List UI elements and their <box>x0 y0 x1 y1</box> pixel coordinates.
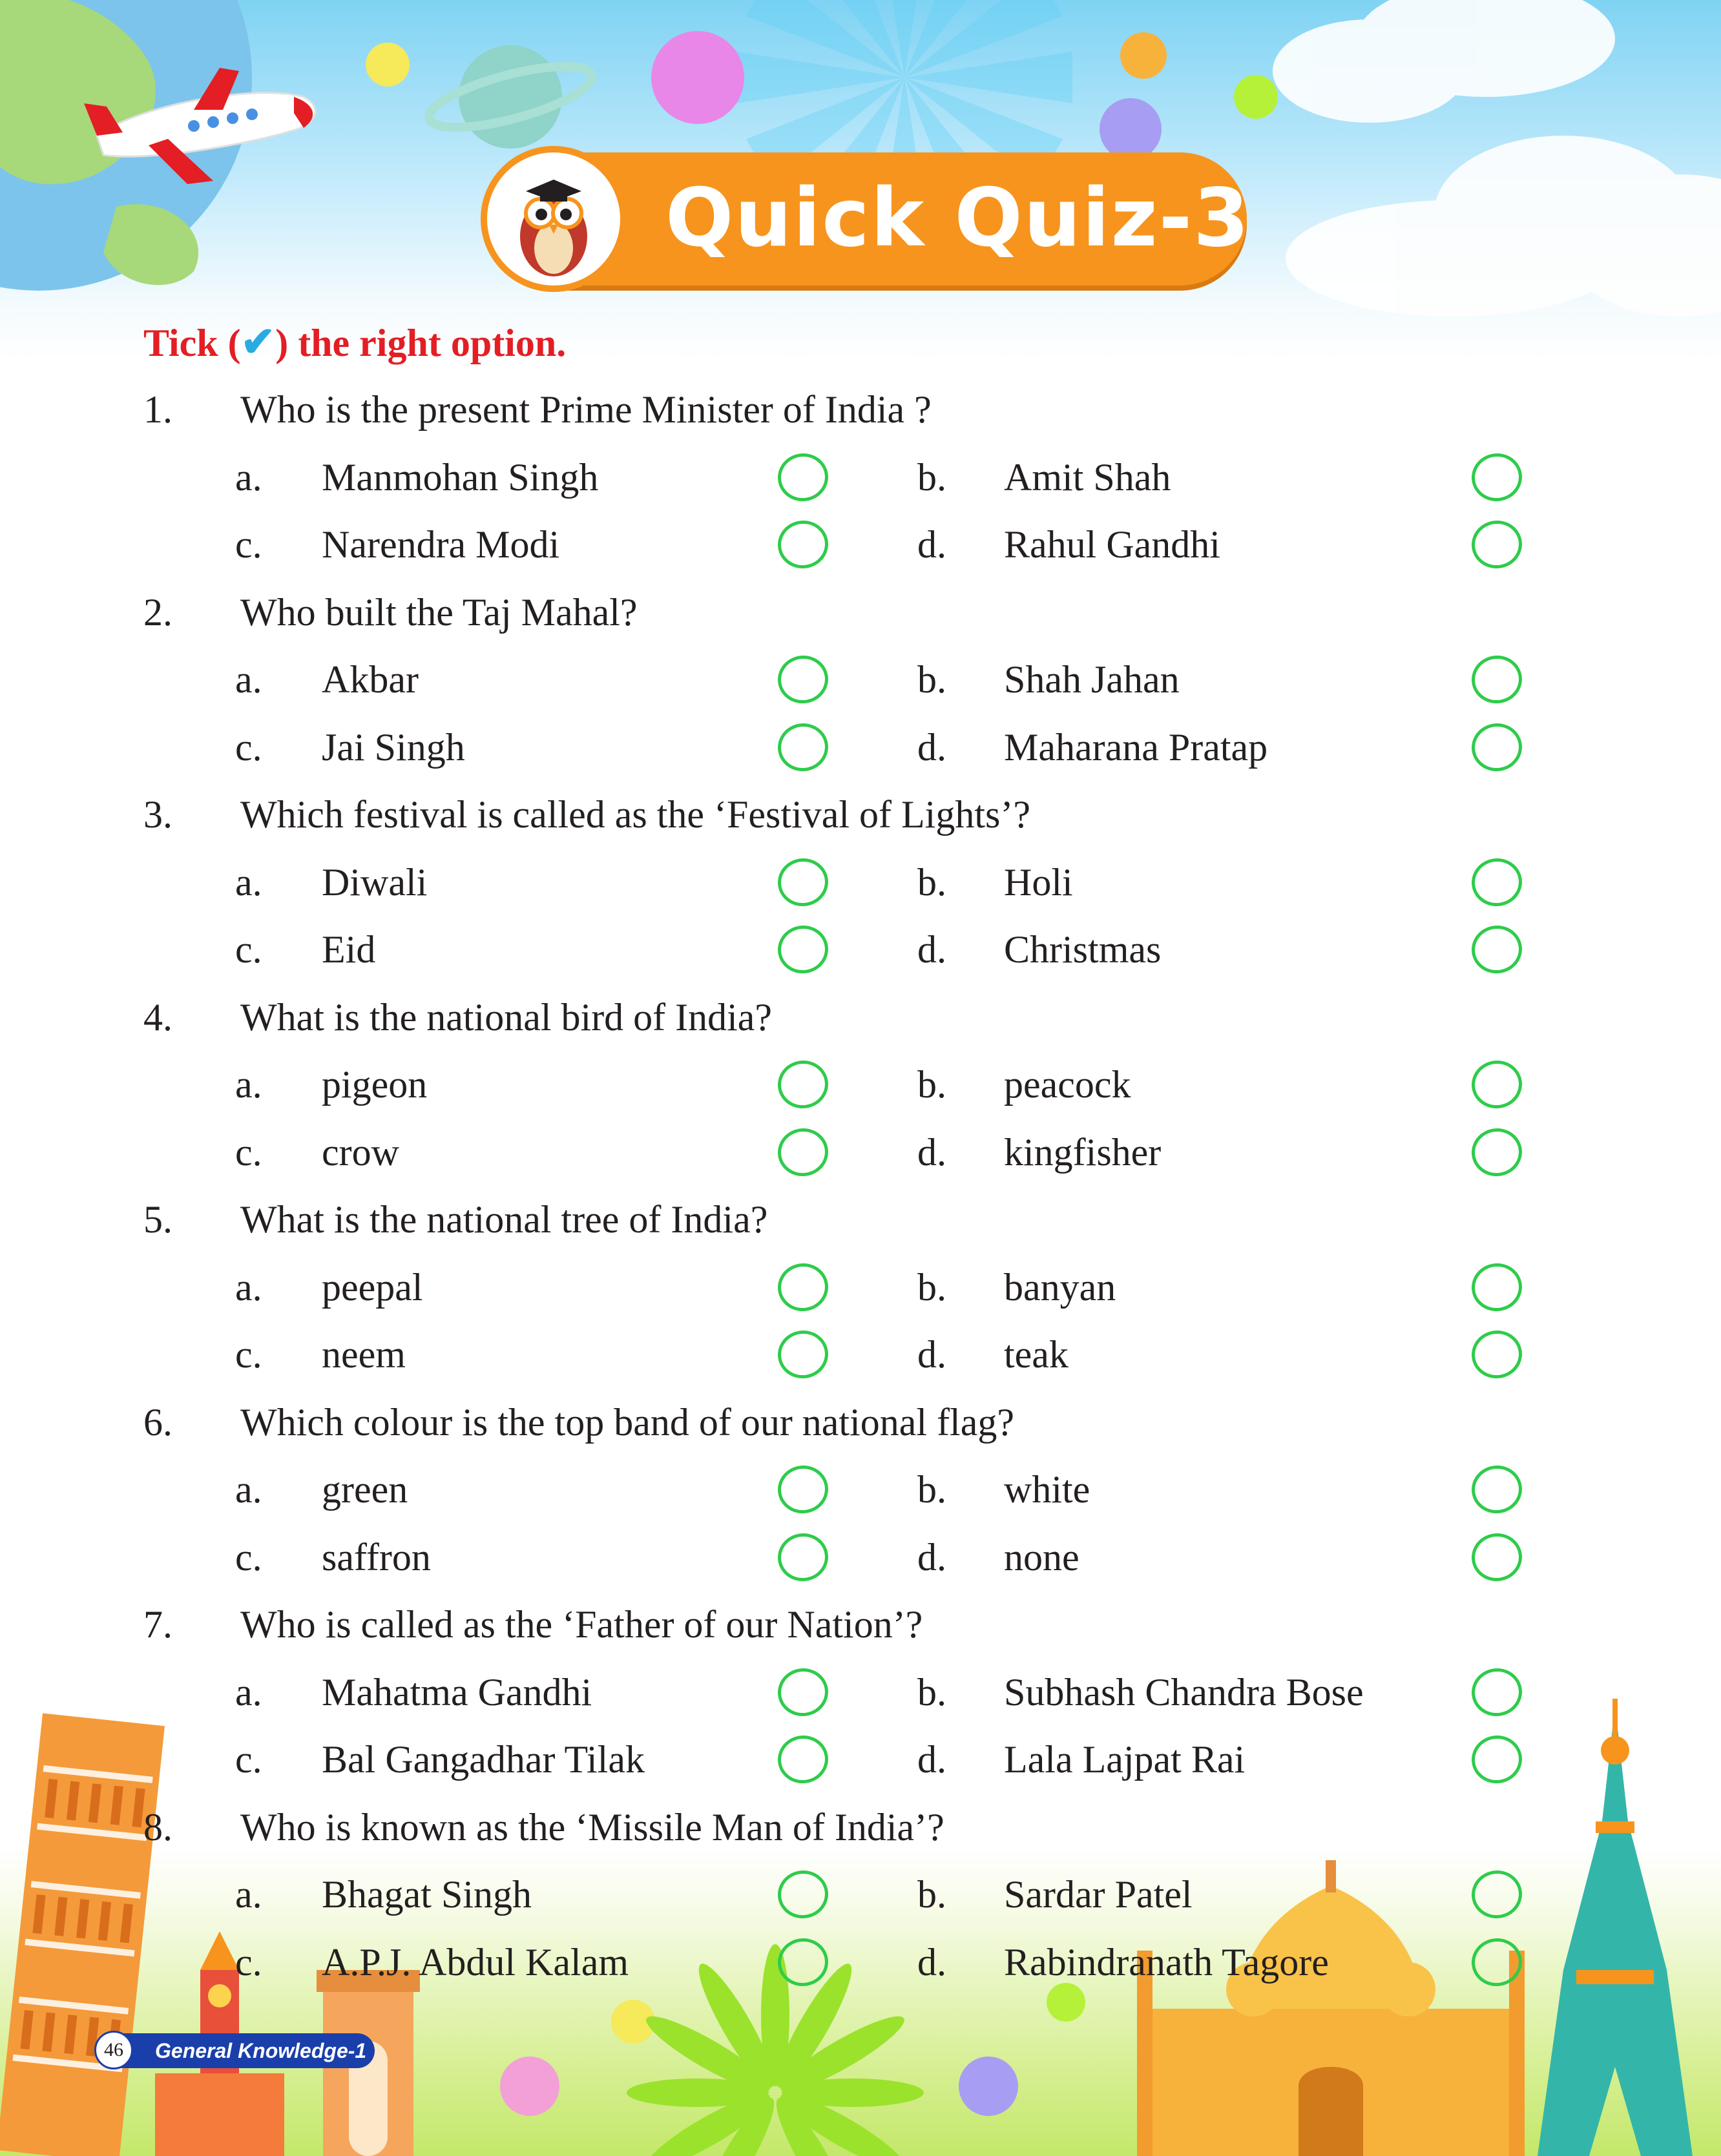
question-text: Who is the present Prime Minister of India ? <box>240 388 932 431</box>
option-letter: c. <box>235 1535 262 1579</box>
option-letter: d. <box>917 1738 946 1781</box>
option-letter: b. <box>917 1265 946 1309</box>
option-letter: b. <box>917 1873 946 1916</box>
option-text: peepal <box>322 1265 423 1309</box>
option-text: none <box>1004 1535 1080 1579</box>
option-letter: c. <box>235 523 262 566</box>
question-number: 5. <box>143 1198 172 1241</box>
question-text: What is the national bird of India? <box>240 995 773 1039</box>
question-text: What is the national tree of India? <box>240 1198 768 1241</box>
option-text: Eid <box>322 928 376 971</box>
option-text: Sardar Patel <box>1004 1873 1193 1916</box>
option-letter: d. <box>917 725 946 769</box>
question-number: 8. <box>143 1805 172 1849</box>
question-number: 7. <box>143 1603 172 1646</box>
option-letter: b. <box>917 1468 946 1511</box>
instruction-text <box>143 316 566 368</box>
option-text: Jai Singh <box>322 725 465 769</box>
question-text: Who built the Taj Mahal? <box>240 590 638 634</box>
option-letter: d. <box>917 1940 946 1984</box>
question-text: Who is known as the ‘Missile Man of India’? <box>240 1805 944 1849</box>
option-text: saffron <box>322 1535 431 1579</box>
cloud-icon <box>1273 0 1721 316</box>
option-letter: a. <box>235 860 262 904</box>
option-text: Narendra Modi <box>322 523 560 566</box>
option-letter: c. <box>235 928 262 971</box>
flower-burst-decoration <box>627 1944 924 2156</box>
option-text: white <box>1004 1468 1090 1511</box>
question-text: Who is called as the ‘Father of our Nation’? <box>240 1603 923 1646</box>
option-letter: a. <box>235 1468 262 1511</box>
question-text: Which festival is called as the ‘Festival of Lights’? <box>240 793 1030 836</box>
option-text: Maharana Pratap <box>1004 725 1268 769</box>
option-letter: a. <box>235 658 262 701</box>
option-text: Rabindranath Tagore <box>1004 1940 1329 1984</box>
option-text: Diwali <box>322 860 428 904</box>
option-text: Subhash Chandra Bose <box>1004 1670 1364 1714</box>
owl-graduate-icon <box>481 146 627 292</box>
option-text: peacock <box>1004 1063 1131 1106</box>
option-text: banyan <box>1004 1265 1116 1309</box>
option-letter: b. <box>917 455 946 499</box>
option-letter: b. <box>917 1063 946 1106</box>
option-text: Bhagat Singh <box>322 1873 532 1916</box>
question-text: Which colour is the top band of our national flag? <box>240 1400 1014 1444</box>
option-text: Shah Jahan <box>1004 658 1180 701</box>
question-number: 1. <box>143 388 172 431</box>
option-letter: a. <box>235 455 262 499</box>
option-letter: d. <box>917 1130 946 1174</box>
option-text: kingfisher <box>1004 1130 1162 1174</box>
page-number: 46 <box>94 2031 133 2069</box>
instruction-prefix: Tick ( <box>143 322 241 364</box>
book-title: General Knowledge-1 <box>155 2039 367 2062</box>
option-letter: c. <box>235 1333 262 1376</box>
option-letter: b. <box>917 860 946 904</box>
option-letter: c. <box>235 725 262 769</box>
option-text: teak <box>1004 1333 1069 1376</box>
tick-icon: ✔ <box>240 319 276 365</box>
option-letter: d. <box>917 1333 946 1376</box>
planet-icon <box>424 45 598 149</box>
option-letter: c. <box>235 1940 262 1984</box>
option-text: neem <box>322 1333 406 1376</box>
option-letter: b. <box>917 1670 946 1714</box>
page-title: Quick Quiz-3 <box>665 172 1251 265</box>
option-text: Mahatma Gandhi <box>322 1670 592 1714</box>
option-letter: a. <box>235 1873 262 1916</box>
option-text: Christmas <box>1004 928 1162 971</box>
option-letter: d. <box>917 523 946 566</box>
option-letter: d. <box>917 1535 946 1579</box>
option-letter: a. <box>235 1063 262 1106</box>
option-letter: c. <box>235 1130 262 1174</box>
instruction-suffix: ) the right option. <box>275 322 567 364</box>
option-text: Amit Shah <box>1004 455 1171 499</box>
question-number: 3. <box>143 793 172 836</box>
option-letter: a. <box>235 1670 262 1714</box>
taj-mahal-icon <box>1137 1860 1525 2156</box>
option-text: green <box>322 1468 408 1511</box>
option-text: pigeon <box>322 1063 428 1106</box>
option-letter: c. <box>235 1738 262 1781</box>
option-letter: a. <box>235 1265 262 1309</box>
question-number: 2. <box>143 590 172 634</box>
leaning-tower-icon <box>0 1713 165 2156</box>
option-text: Bal Gangadhar Tilak <box>322 1738 645 1781</box>
option-text: Manmohan Singh <box>322 455 599 499</box>
option-letter: b. <box>917 658 946 701</box>
question-number: 6. <box>143 1400 172 1444</box>
option-letter: d. <box>917 928 946 971</box>
option-text: Akbar <box>322 658 419 701</box>
option-text: A.P.J. Abdul Kalam <box>322 1940 629 1984</box>
eiffel-tower-icon <box>1538 1699 1693 2156</box>
question-number: 4. <box>143 995 172 1039</box>
option-text: Rahul Gandhi <box>1004 523 1220 566</box>
option-text: crow <box>322 1130 399 1174</box>
option-text: Holi <box>1004 860 1073 904</box>
option-text: Lala Lajpat Rai <box>1004 1738 1246 1781</box>
